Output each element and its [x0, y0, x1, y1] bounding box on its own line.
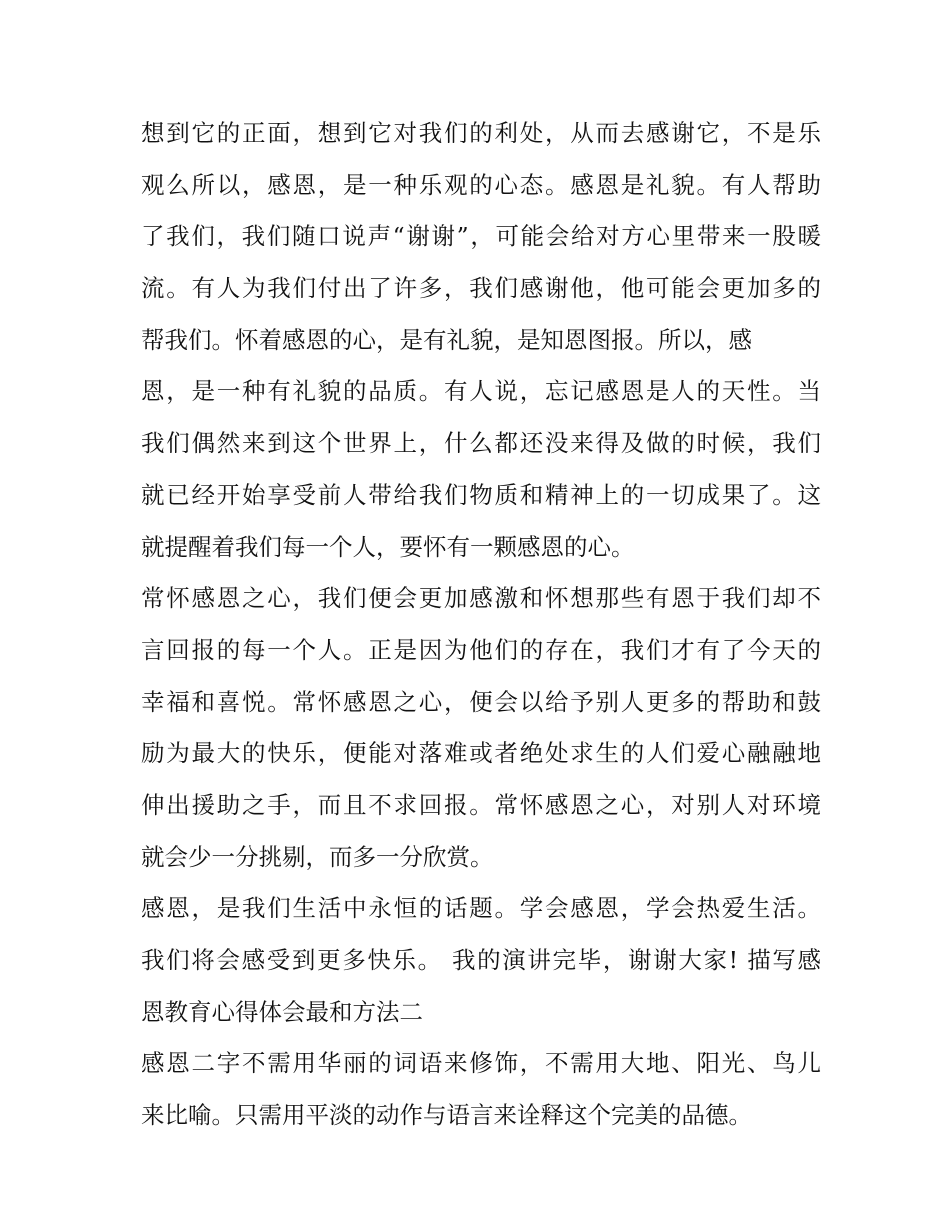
text-line: 恩教育心得体会最和方法二: [141, 997, 423, 1026]
text-line: 流。有人为我们付出了许多，我们感谢他，他可能会更加多的: [141, 274, 821, 303]
text-line: 来比喻。只需用平淡的动作与语言来诠释这个完美的品德。: [141, 1101, 752, 1130]
text-line: 观么所以，感恩，是一种乐观的心态。感恩是礼貌。有人帮助: [141, 170, 821, 199]
text-line: 恩，是一种有礼貌的品质。有人说，忘记感恩是人的天性。当: [141, 377, 821, 406]
text-line: 我们偶然来到这个世界上，什么都还没来得及做的时候，我们: [141, 429, 821, 458]
body-text: [141, 108, 821, 1142]
text-line: 幸福和喜悦。常怀感恩之心，便会以给予别人更多的帮助和鼓: [141, 687, 821, 716]
text-line: 帮我们。怀着感恩的心，是有礼貌，是知恩图报。所以，感: [141, 325, 752, 354]
text-line: 励为最大的快乐，便能对落难或者绝处求生的人们爱心融融地: [141, 739, 821, 768]
text-line: 就已经开始享受前人带给我们物质和精神上的一切成果了。这: [141, 480, 821, 509]
text-line: 就会少一分挑剔，而多一分欣赏。: [141, 842, 494, 871]
text-line: 了我们，我们随口说声“谢谢”，可能会给对方心里带来一股暖: [141, 222, 821, 251]
text-line: 常怀感恩之心，我们便会更加感激和怀想那些有恩于我们却不: [141, 584, 821, 613]
text-line: 感恩二字不需用华丽的词语来修饰，不需用大地、阳光、鸟儿: [141, 1049, 821, 1078]
text-line: 就提醒着我们每一个人，要怀有一颗感恩的心。: [141, 532, 635, 561]
text-line: 伸出援助之手，而且不求回报。常怀感恩之心，对别人对环境: [141, 790, 821, 819]
text-line: 想到它的正面，想到它对我们的利处，从而去感谢它，不是乐: [141, 119, 821, 147]
text-line: 我们将会感受到更多快乐。 我的演讲完毕，谢谢大家! 描写感: [141, 946, 821, 974]
text-line: 言回报的每一个人。正是因为他们的存在，我们才有了今天的: [141, 635, 821, 664]
text-line: 感恩，是我们生活中永恒的话题。学会感恩，学会热爱生活。: [141, 894, 821, 923]
